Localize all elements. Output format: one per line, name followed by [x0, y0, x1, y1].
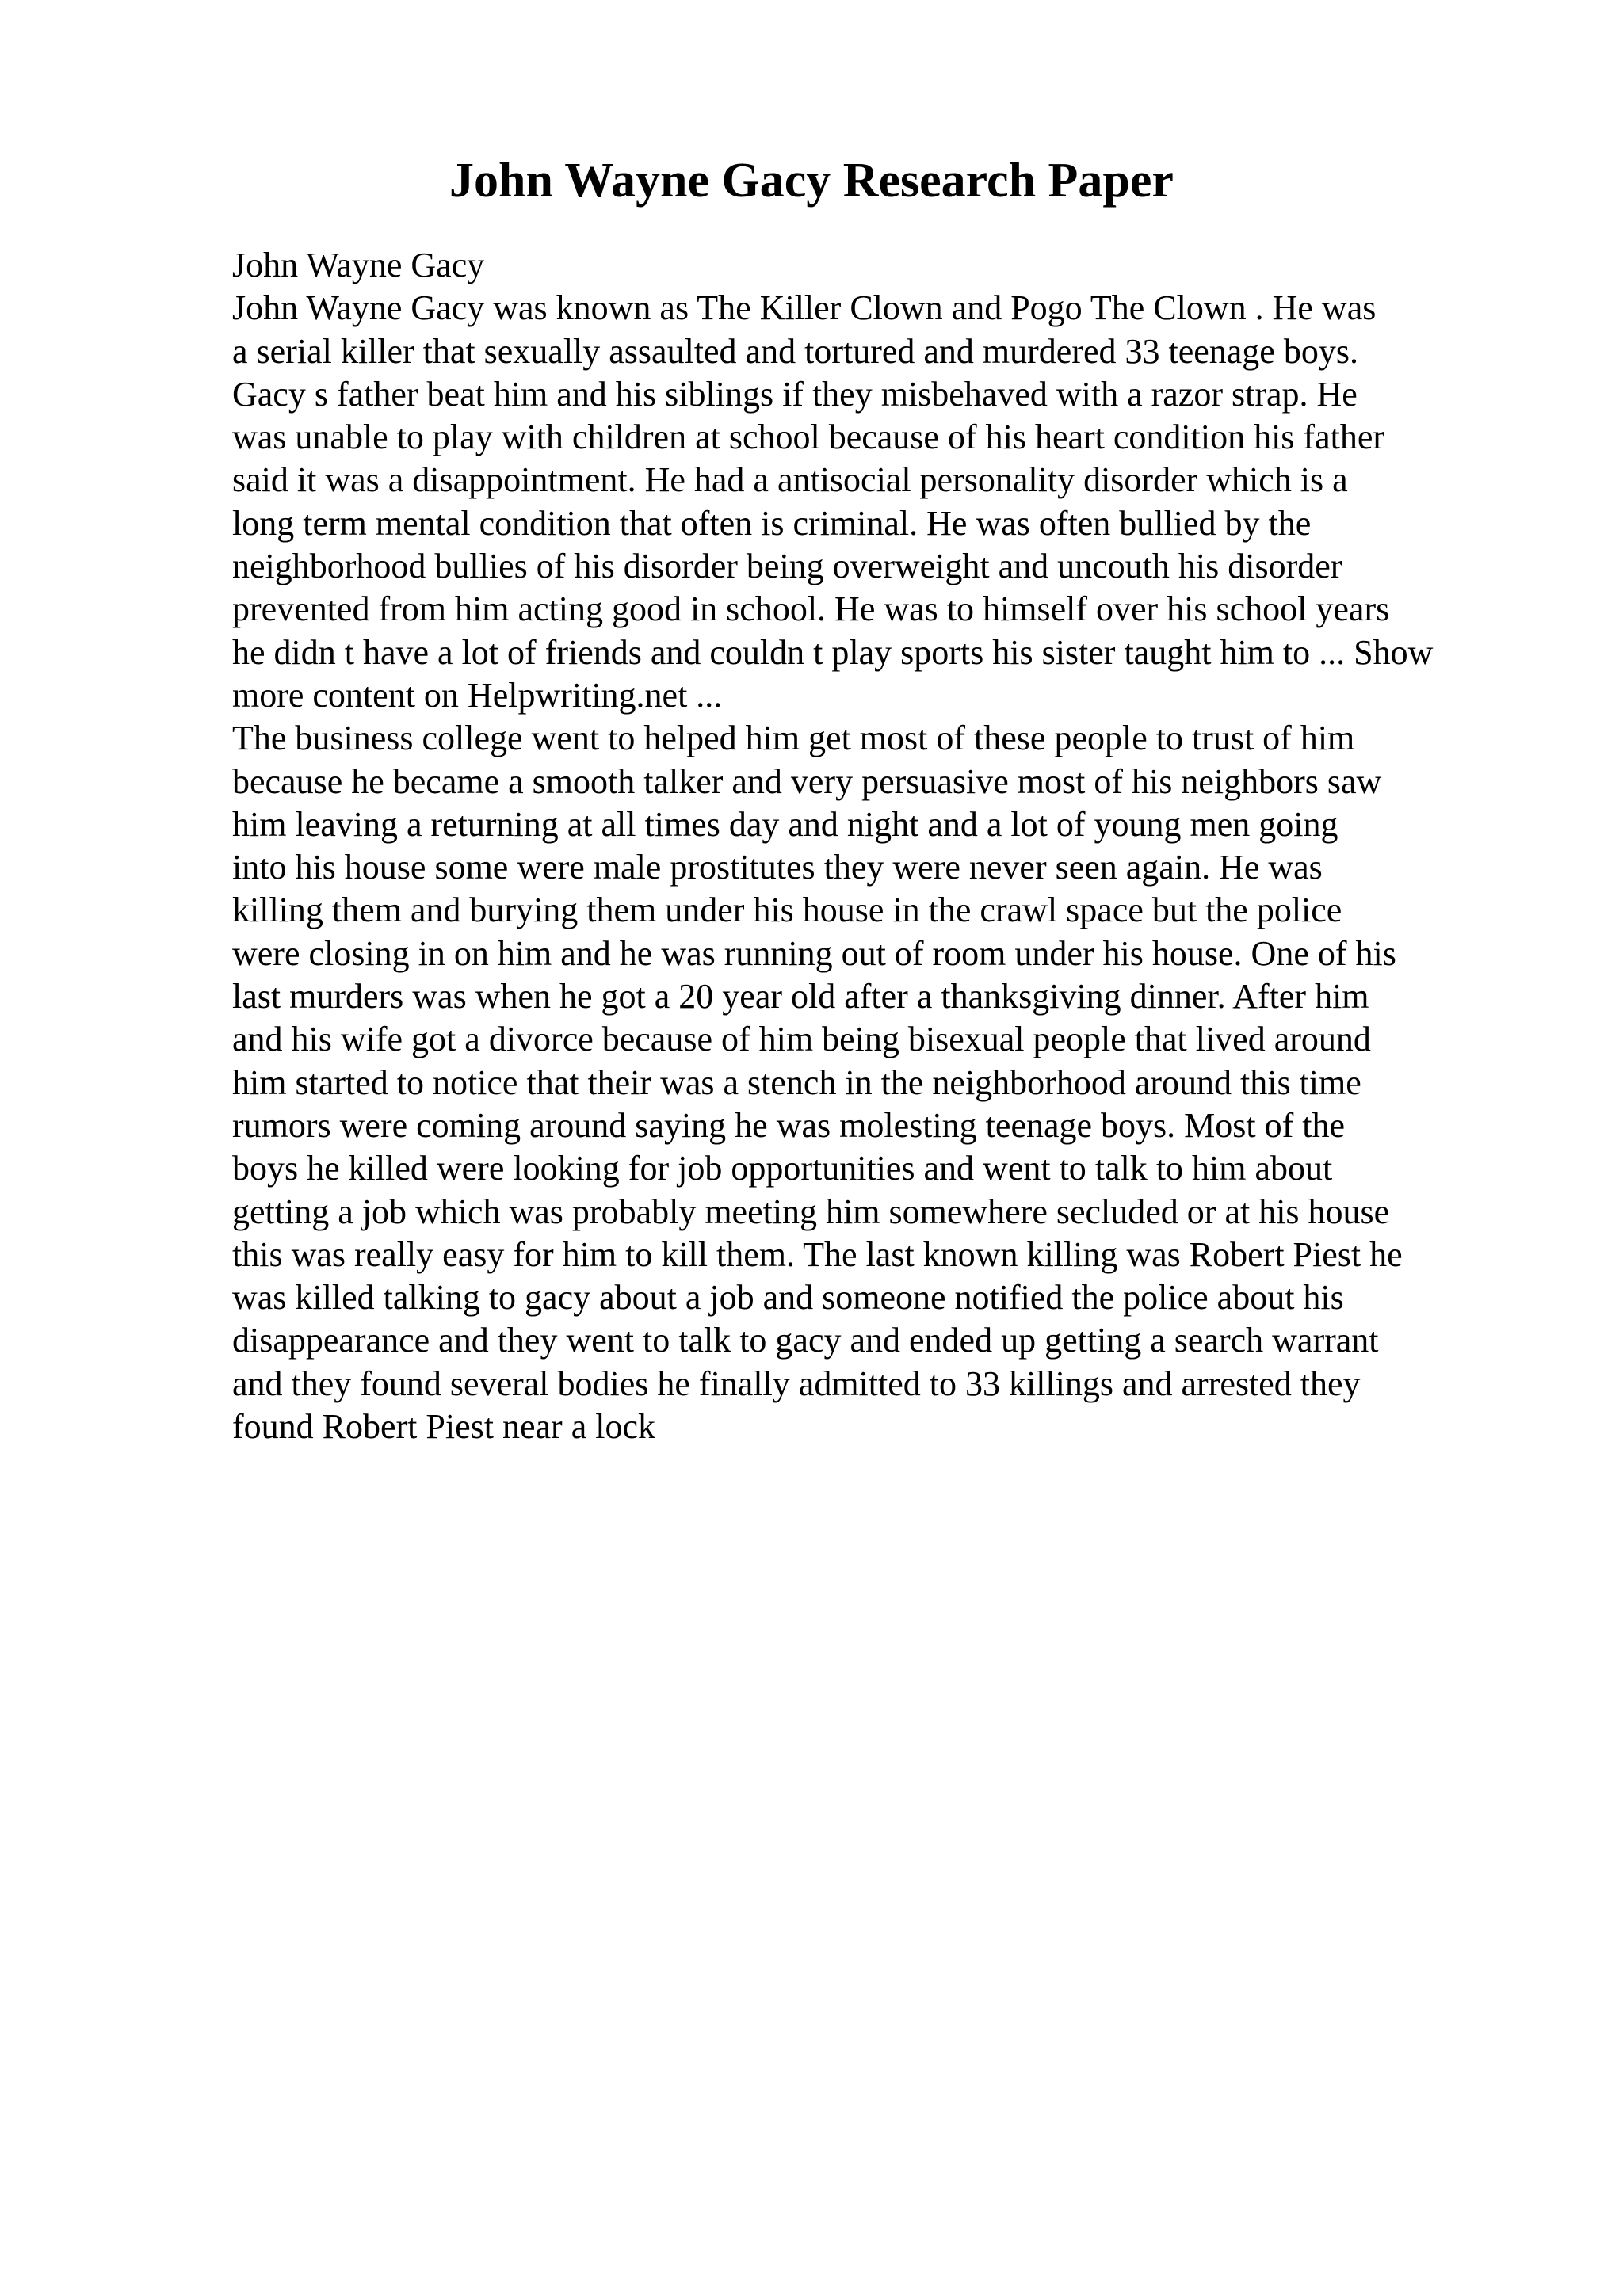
body-line: said it was a disappointment. He had a antisocial personality disorder which is a	[232, 460, 1348, 500]
body-line: because he became a smooth talker and very persuasive most of his neighbors saw	[232, 761, 1382, 801]
document-title: John Wayne Gacy Research Paper	[449, 154, 1174, 208]
body-line: he didn t have a lot of friends and couldn t play sports his sister taught him to ... Show	[232, 632, 1434, 672]
document-body	[232, 244, 1548, 1448]
body-line: John Wayne Gacy was known as The Killer Clown and Pogo The Clown . He was	[232, 288, 1377, 328]
body-line: disappearance and they went to talk to gacy and ended up getting a search warrant	[232, 1321, 1379, 1360]
body-line: neighborhood bullies of his disorder being overweight and uncouth his disorder	[232, 547, 1342, 586]
body-line-heading: John Wayne Gacy	[232, 246, 485, 284]
body-line: rumors were coming around saying he was molesting teenage boys. Most of the	[232, 1105, 1346, 1145]
body-line: Gacy s father beat him and his siblings if they misbehaved with a razor strap. He	[232, 374, 1358, 414]
body-line: The business college went to helped him get most of these people to trust of him	[232, 719, 1355, 758]
body-line: and they found several bodies he finally admitted to 33 killings and arrested they	[232, 1363, 1361, 1403]
body-line: into his house some were male prostitutes they were never seen again. He was	[232, 848, 1323, 887]
body-line: prevented from him acting good in school. He was to himself over his school years	[232, 589, 1390, 629]
body-line: him started to notice that their was a stench in the neighborhood around this time	[232, 1062, 1361, 1102]
body-line: and his wife got a divorce because of him being bisexual people that lived around	[232, 1020, 1371, 1059]
body-line: killing them and burying them under his house in the crawl space but the police	[232, 891, 1342, 930]
body-line: getting a job which was probably meeting him somewhere secluded or at his house	[232, 1192, 1390, 1231]
body-line: long term mental condition that often is criminal. He was often bullied by the	[232, 503, 1312, 543]
body-line: more content on Helpwriting.net ...	[232, 675, 723, 715]
body-line: was unable to play with children at school because of his heart condition his father	[232, 418, 1385, 457]
body-line: was killed talking to gacy about a job and someone notified the police about his	[232, 1278, 1344, 1318]
body-line: last murders was when he got a 20 year old after a thanksgiving dinner. After him	[232, 977, 1369, 1016]
body-line: him leaving a returning at all times day and night and a lot of young men going	[232, 804, 1338, 844]
body-line: were closing in on him and he was running out of room under his house. One of his	[232, 933, 1396, 973]
body-line: this was really easy for him to kill them. The last known killing was Robert Piest he	[232, 1234, 1403, 1274]
body-line: boys he killed were looking for job opportunities and went to talk to him about	[232, 1149, 1333, 1188]
body-line: found Robert Piest near a lock	[232, 1407, 655, 1447]
body-line: a serial killer that sexually assaulted and tortured and murdered 33 teenage boys.	[232, 331, 1358, 371]
